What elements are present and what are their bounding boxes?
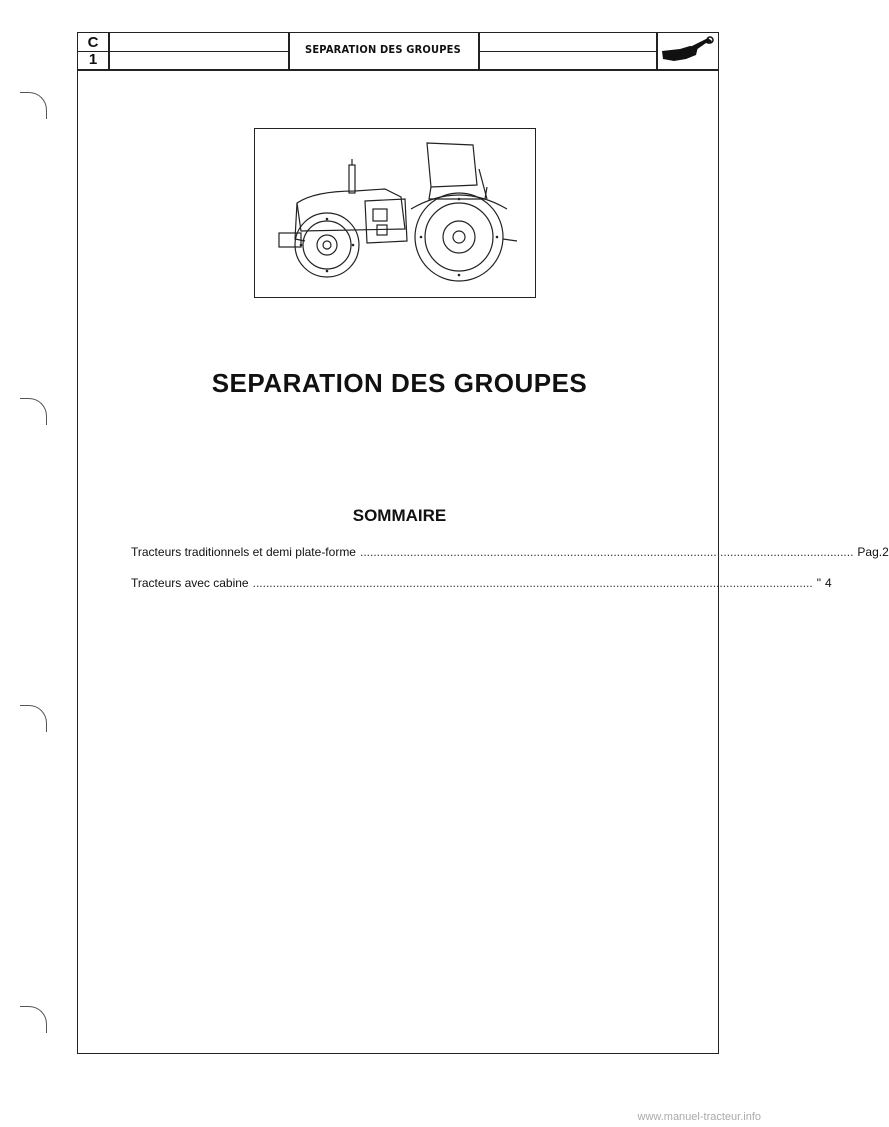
toc-leader: ........................................................................................................................................................................ [252, 576, 813, 590]
binder-hole [20, 398, 47, 425]
wrench-hand-icon [660, 37, 714, 67]
toc-item-page: 2 [882, 545, 889, 559]
header-title: SEPARATION DES GROUPES [305, 43, 461, 56]
binder-hole [20, 705, 47, 732]
toc-title: SOMMAIRE [352, 506, 447, 525]
toc-item [131, 545, 889, 559]
main-title: SEPARATION DES GROUPES [211, 368, 588, 398]
binder-hole [20, 1006, 47, 1033]
toc-item-page: 4 [824, 576, 832, 590]
toc-item-label: Tracteurs traditionnels et demi plate-forme [131, 545, 356, 559]
section-letter: C [87, 34, 99, 51]
toc-item-label: Tracteurs avec cabine [131, 576, 249, 590]
binder-hole [20, 92, 47, 119]
section-number: 1 [88, 51, 98, 68]
toc-item-page-prefix: Pag. [857, 545, 883, 559]
toc-leader: .................................................................................................................................................... [359, 545, 854, 559]
tractor-drawing [255, 129, 534, 296]
toc-item [131, 576, 832, 590]
toc-item-page-prefix: " [816, 576, 821, 590]
tractor-illustration [254, 128, 536, 298]
watermark: www.manuel-tracteur.info [637, 1111, 761, 1123]
